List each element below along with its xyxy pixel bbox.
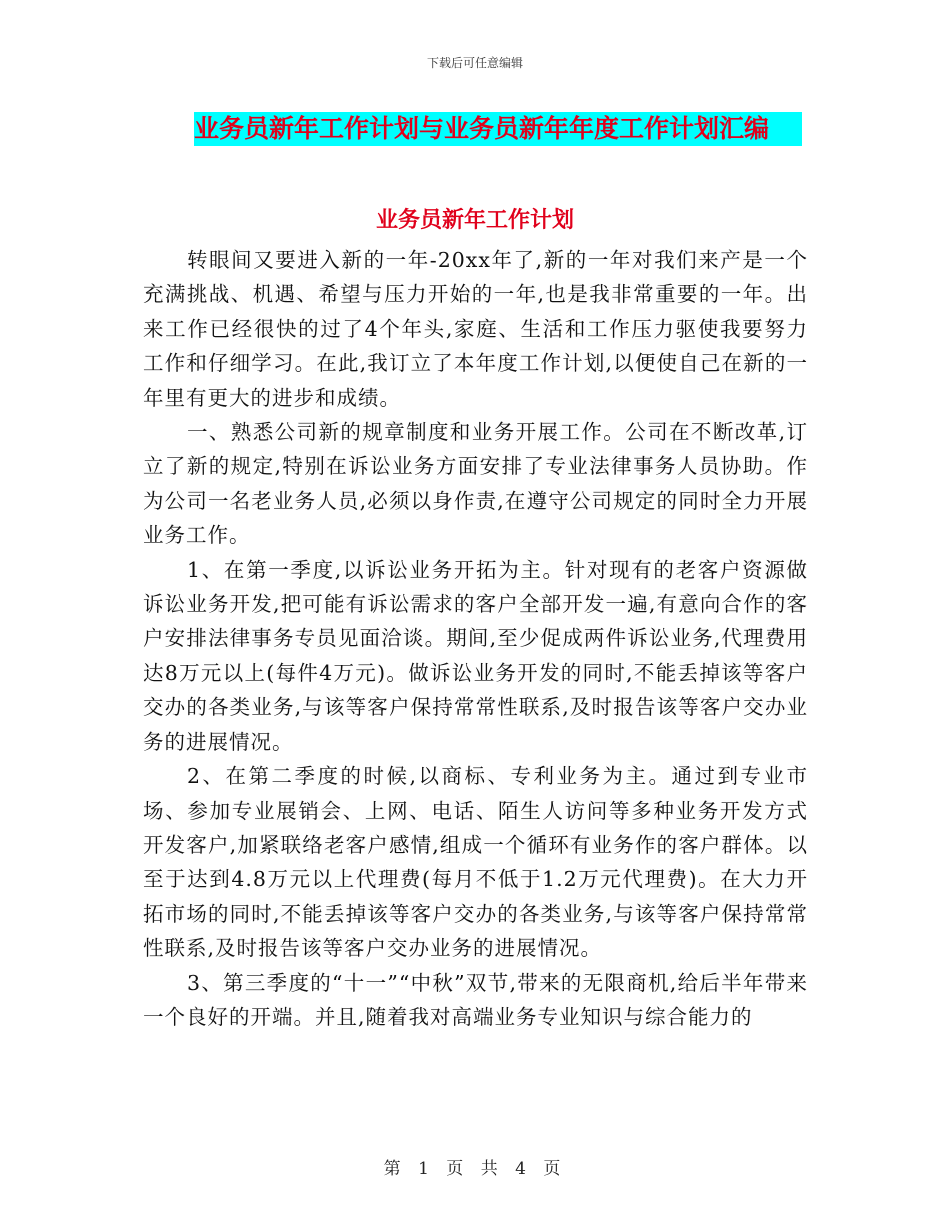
paragraph: 2、在第二季度的时候,以商标、专利业务为主。通过到专业市场、参加专业展销会、上网、电话、陌生人访问等多种业务开发方式开发客户,加紧联络老客户感情,组成一个循环有业务作的客户群体。以至于达到4.8万元以上代理费(每月不低于1.2万元代理费)。在大力开拓市场的同时,不能丢掉该等客户交办的各类业务,与该等客户保持常常性联系,及时报告该等客户交办业务的进展情况。 xyxy=(143,764,808,961)
paragraph: 转眼间又要进入新的一年-20xx年了,新的一年对我们来产是一个充满挑战、机遇、希望与压力开始的一年,也是我非常重要的一年。出来工作已经很快的过了4个年头,家庭、生活和工作压力驱使我要努力工作和仔细学习。在此,我订立了本年度工作计划,以便使自己在新的一年里有更大的进步和成绩。 xyxy=(143,248,808,410)
paragraph: 一、熟悉公司新的规章制度和业务开展工作。公司在不断改革,订立了新的规定,特别在诉讼业务方面安排了专业法律事务人员协助。作为公司一名老业务人员,必须以身作责,在遵守公司规定的同时全力开展业务工作。 xyxy=(143,420,808,548)
paragraph: 1、在第一季度,以诉讼业务开拓为主。针对现有的老客户资源做诉讼业务开发,把可能有诉讼需求的客户全部开发一遍,有意向合作的客户安排法律事务专员见面洽谈。期间,至少促成两件诉讼业务,代理费用达8万元以上(每件4万元)。做诉讼业务开发的同时,不能丢掉该等客户交办的各类业务,与该等客户保持常常性联系,及时报告该等客户交办业务的进展情况。 xyxy=(143,557,808,754)
document-title: 业务员新年工作计划与业务员新年年度工作计划汇编 xyxy=(194,112,802,146)
page-header: 下载后可任意编辑 xyxy=(426,56,523,70)
section-title: 业务员新年工作计划 xyxy=(375,207,574,233)
paragraph: 3、第三季度的“十一”“中秋”双节,带来的无限商机,给后半年带来一个良好的开端。并且,随着我对高端业务专业知识与综合能力的 xyxy=(143,970,808,1029)
document-body xyxy=(143,243,808,1034)
page-footer: 第 1 页 共 4 页 xyxy=(383,1159,567,1179)
